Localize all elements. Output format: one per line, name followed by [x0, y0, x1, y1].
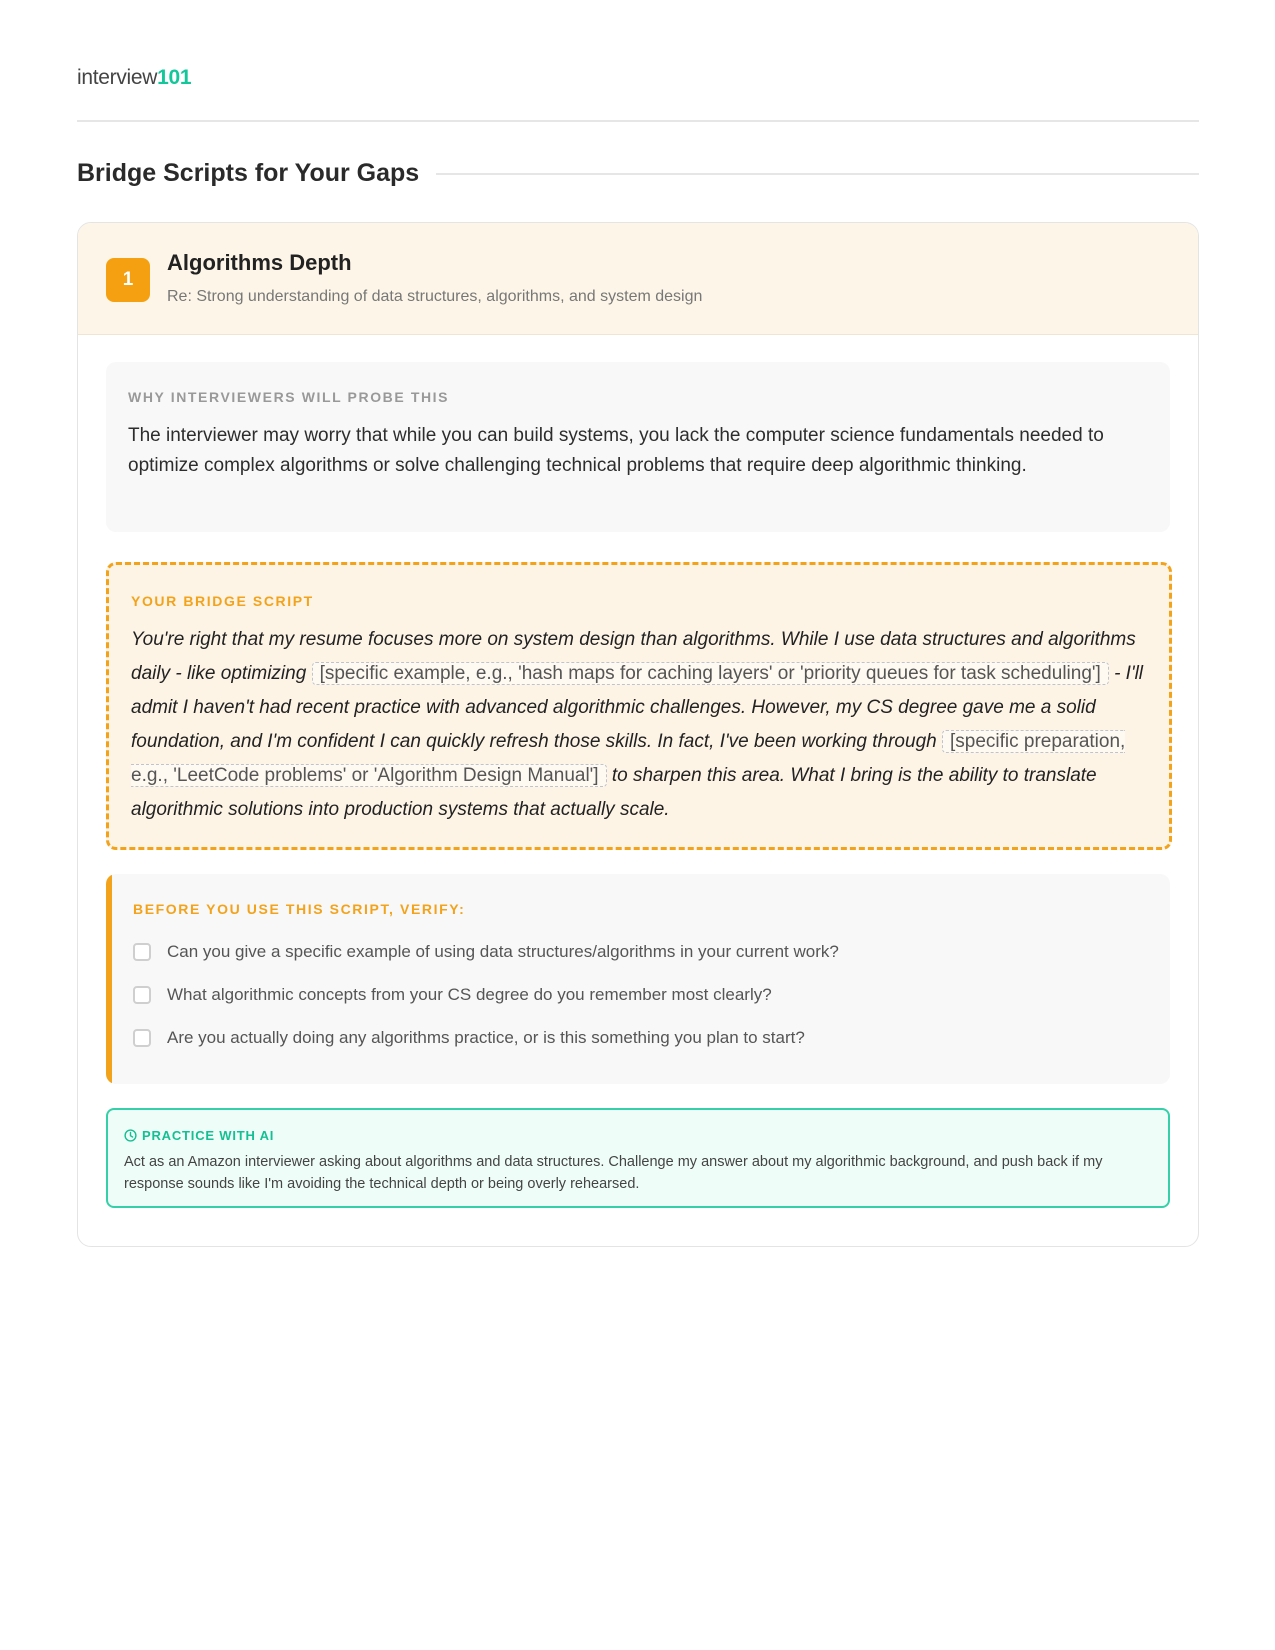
verify-panel — [106, 874, 1170, 1084]
gap-card — [77, 222, 1199, 1247]
section-title-divider — [436, 173, 1199, 175]
bridge-script-panel — [106, 562, 1172, 850]
verify-item[interactable] — [133, 940, 839, 964]
practice-ai-panel — [106, 1108, 1170, 1208]
verify-item-text: Are you actually doing any algorithms practice, or is this something you plan to start? — [167, 1028, 805, 1047]
gap-subtitle: Re: Strong understanding of data structures, algorithms, and system design — [167, 288, 703, 305]
why-probe-text: The interviewer may worry that while you can build systems, you lack the computer science fundamentals needed to optimize complex algorithms or solve challenging technical problems that require deep algorithmic thinking. — [128, 425, 1104, 476]
header-divider — [77, 120, 1199, 122]
bridge-script-text — [131, 623, 1153, 827]
script-text-part1: You're right that my resume focuses more on system design than algorithms. While I use data structures and algorithms daily - like optimizing — [131, 629, 1136, 684]
section-title: Bridge Scripts for Your Gaps — [77, 159, 420, 187]
verify-label: BEFORE YOU USE THIS SCRIPT, VERIFY: — [133, 901, 466, 917]
gap-number-badge: 1 — [106, 258, 150, 302]
verify-checkbox[interactable] — [133, 986, 151, 1004]
clock-icon — [124, 1129, 137, 1142]
script-placeholder-preparation[interactable]: [specific preparation, e.g., 'LeetCode problems' or 'Algorithm Design Manual'] — [131, 731, 1126, 786]
verify-item[interactable] — [133, 1026, 805, 1050]
gap-card-header — [78, 223, 1198, 335]
verify-checkbox[interactable] — [133, 1029, 151, 1047]
practice-ai-label: PRACTICE WITH AI — [142, 1128, 275, 1143]
verify-item[interactable] — [133, 983, 772, 1007]
why-probe-label: WHY INTERVIEWERS WILL PROBE THIS — [128, 389, 450, 405]
verify-item-text: Can you give a specific example of using data structures/algorithms in your current work? — [167, 942, 839, 961]
verify-accent-bar — [106, 874, 112, 1084]
why-probe-panel — [106, 362, 1170, 532]
logo[interactable] — [77, 66, 191, 90]
verify-checkbox[interactable] — [133, 943, 151, 961]
logo-text-part1: interview — [77, 66, 158, 89]
gap-title: Algorithms Depth — [167, 250, 352, 275]
script-text-part3: to sharpen this area. What I bring is the ability to translate algorithmic solutions into production systems that actually scale. — [131, 765, 1097, 820]
script-text-part2: - I'll admit I haven't had recent practice with advanced algorithmic challenges. However, my CS degree gave me a solid foundation, and I'm confident I can quickly refresh those skills. In fact, I've been working through — [131, 663, 1144, 752]
bridge-script-label: YOUR BRIDGE SCRIPT — [131, 593, 314, 609]
practice-ai-label-row — [124, 1128, 274, 1143]
verify-item-text: What algorithmic concepts from your CS degree do you remember most clearly? — [167, 985, 772, 1004]
practice-ai-prompt[interactable]: Act as an Amazon interviewer asking about algorithms and data structures. Challenge my answer about my algorithmic background, and push back if my response sounds like I'm avoiding the technical depth or being overly rehearsed. — [124, 1154, 1103, 1192]
script-placeholder-example[interactable]: [specific example, e.g., 'hash maps for caching layers' or 'priority queues for task scheduling'] — [312, 662, 1109, 685]
logo-text-part2: 101 — [157, 66, 192, 89]
